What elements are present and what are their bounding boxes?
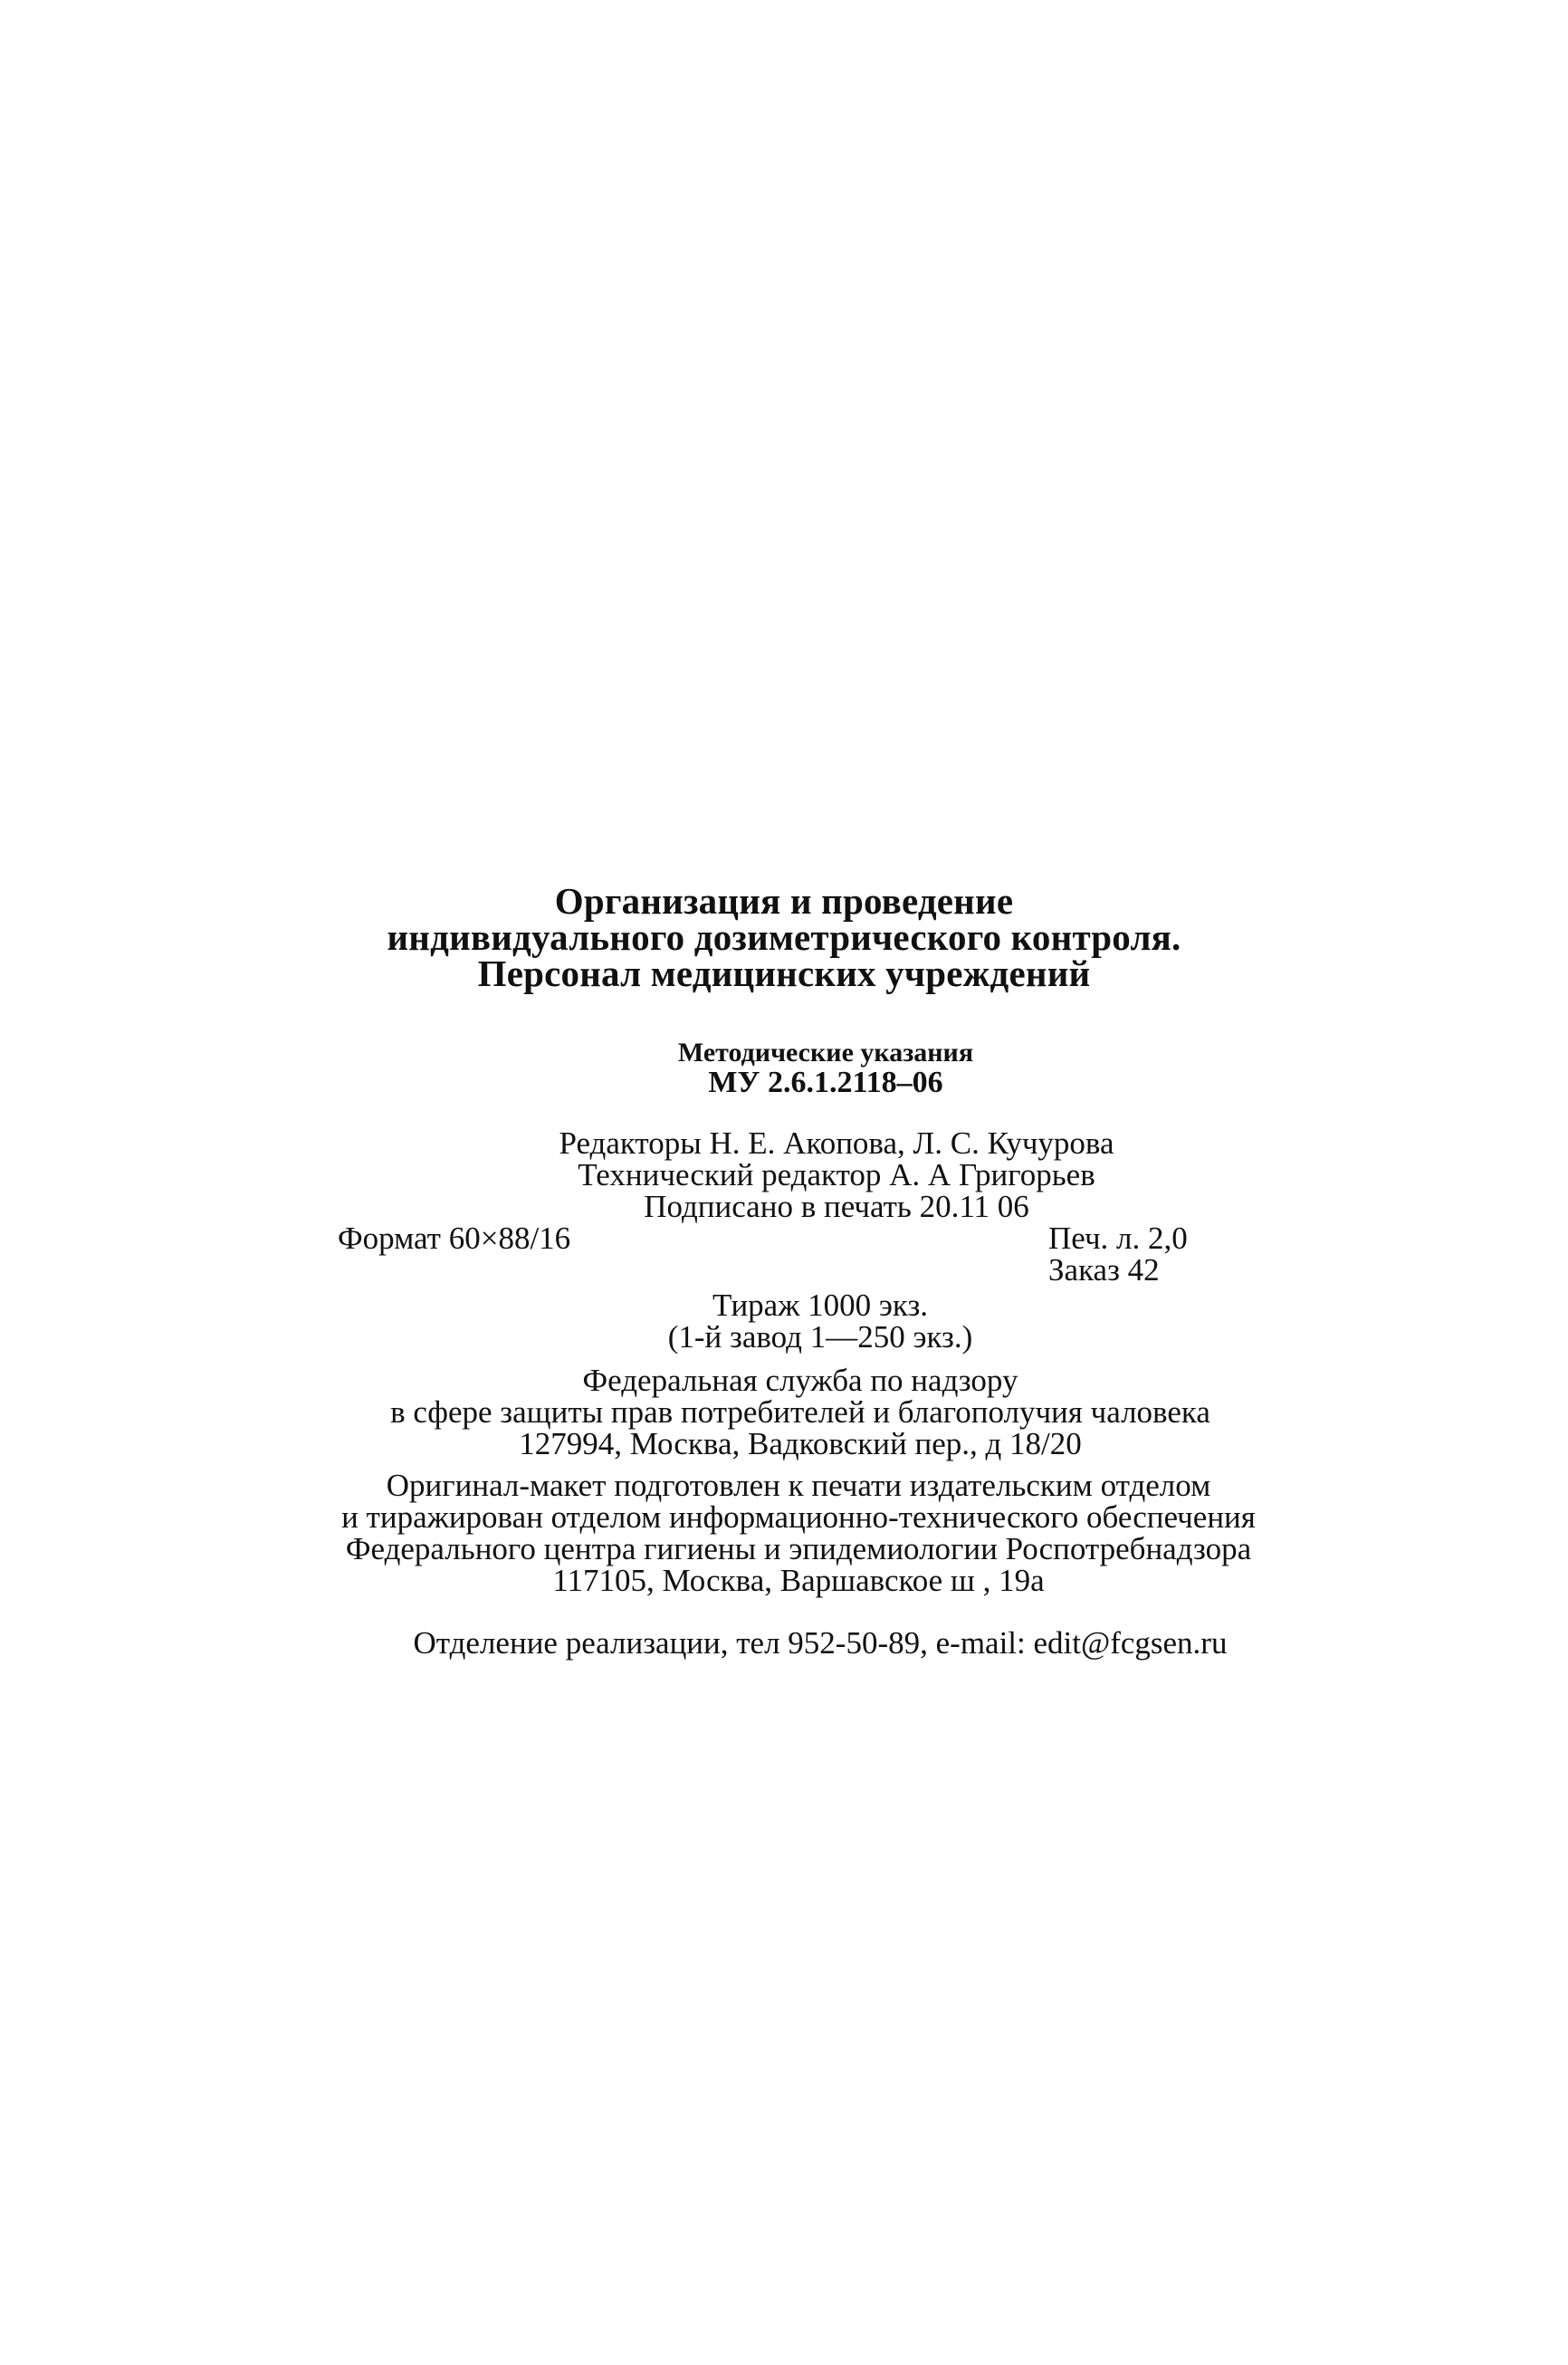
title-line-1: Организация и проведение: [554, 880, 1014, 922]
sales-contact: [36, 1627, 1568, 1659]
doc-number: МУ 2.6.1.2118–06: [708, 1066, 943, 1099]
editors-line: Редакторы Н. Е. Акопова, Л. С. Кучурова: [559, 1125, 1114, 1161]
print-sheets-info: Печ. л. 2,0: [1048, 1221, 1188, 1256]
layout-line-4: 117105, Москва, Варшавское ш , 19а: [552, 1563, 1045, 1598]
publisher-agency: [16, 1364, 1568, 1460]
sales-line: Отделение реализации, тел 952-50-89, e-mail: edit@fcgsen.ru: [413, 1625, 1228, 1661]
format-info: Формат 60×88/16: [338, 1221, 571, 1256]
agency-line-2: в сфере защиты прав потребителей и благополучия чаловека: [390, 1394, 1210, 1430]
agency-line-3: 127994, Москва, Вадковский пер., д 18/20: [519, 1426, 1082, 1461]
agency-line-1: Федеральная служба по надзору: [582, 1363, 1018, 1398]
doc-type: Методические указания: [677, 1038, 974, 1068]
run-line: Тираж 1000 экз.: [712, 1288, 929, 1323]
document-designation: [42, 1038, 1568, 1097]
document-title: [0, 880, 1568, 994]
tech-editor-line: Технический редактор А. А Григорьев: [578, 1157, 1095, 1192]
title-line-2: индивидуального дозиметрического контроля.: [387, 916, 1181, 958]
editorial-credits: [53, 1127, 1568, 1222]
order-info: Заказ 42: [1048, 1252, 1160, 1288]
print-run: [36, 1289, 1568, 1353]
run-first-line: (1-й завод 1—250 экз.): [667, 1319, 973, 1355]
layout-line-1: Оригинал-макет подготовлен к печати издательским отделом: [386, 1468, 1211, 1503]
title-line-3: Персонал медицинских учреждений: [477, 953, 1091, 994]
layout-info: [14, 1470, 1568, 1596]
layout-line-3: Федерального центра гигиены и эпидемиологии Роспотребнадзора: [345, 1531, 1252, 1566]
signed-line: Подписано в печать 20.11 06: [644, 1189, 1029, 1224]
layout-line-2: и тиражирован отделом информационно-технического обеспечения: [341, 1499, 1256, 1535]
